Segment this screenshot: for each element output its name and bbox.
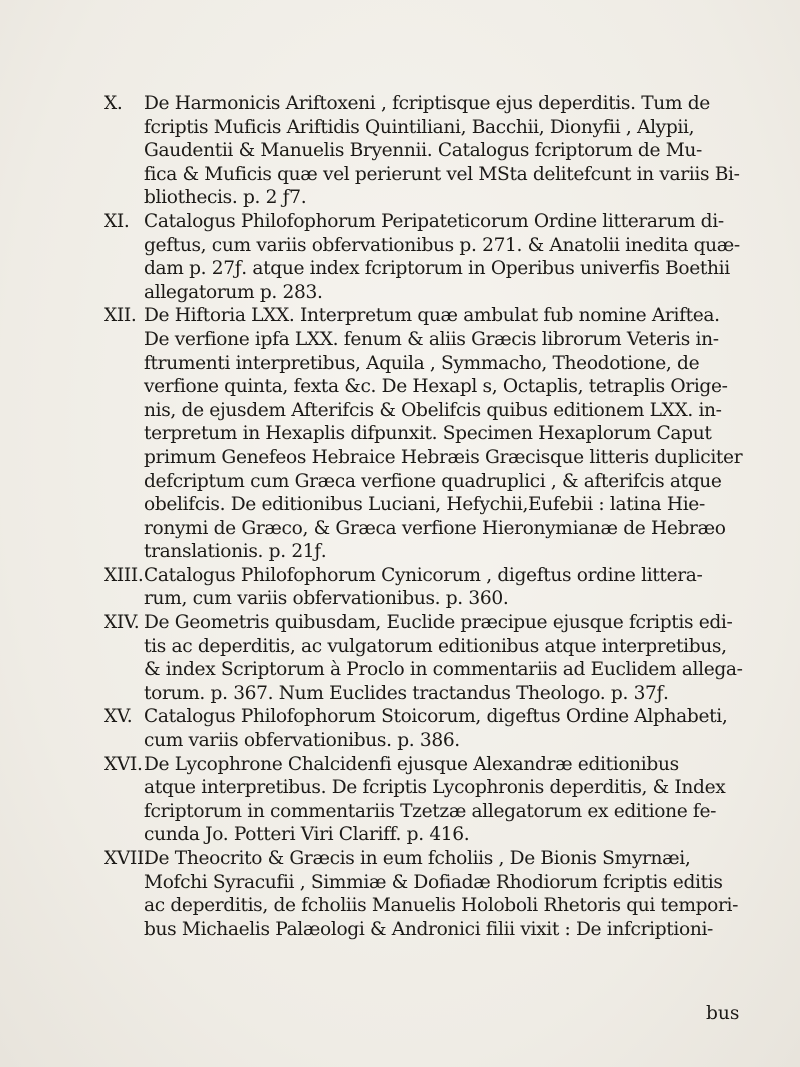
entry-text-line: defcriptum cum Græca verfione quadruplici , & afterifcis atque — [144, 470, 722, 492]
entry-text-line: rum, cum variis obfervationibus. p. 360. — [144, 588, 509, 610]
entry-number: X. — [104, 93, 123, 114]
toc-entry — [104, 304, 748, 564]
toc-entry — [104, 564, 748, 611]
entry-text-line: obelifcis. De editionibus Luciani, Hefychii,Eufebii : latina Hie- — [144, 494, 705, 516]
entry-number: XVI. — [104, 753, 143, 775]
entry-text-line: De Theocrito & Græcis in eum fcholiis , De Bionis Smyrnæi, — [144, 848, 691, 869]
entry-text-line: Catalogus Philofophorum Peripateticorum Ordine litterarum di- — [144, 210, 724, 232]
entry-text-line: verfione quinta, fexta &c. De Hexapl s, Octaplis, tetraplis Orige- — [144, 376, 728, 398]
toc-entry — [104, 210, 748, 304]
entry-number: XII. — [104, 305, 137, 327]
entry-text-line: De Lycophrone Chalcidenfi ejusque Alexandræ editionibus — [144, 753, 679, 775]
entry-number: XIV. — [104, 612, 140, 634]
entry-text-line: nis, de ejusdem Afterifcis & Obelifcis quibus editionem LXX. in- — [144, 399, 722, 421]
entry-text-line: cum variis obfervationibus. p. 386. — [144, 730, 460, 752]
entry-text-line: cunda Jo. Potteri Viri Clariff. p. 416. — [144, 824, 470, 846]
entry-text-line: fcriptorum in commentariis Tzetzæ allegatorum ex editione fe- — [144, 800, 717, 822]
entry-text-line: tis ac deperditis, ac vulgatorum editionibus atque interpretibus, — [144, 635, 727, 657]
toc-entry — [104, 611, 748, 705]
entry-text-line: terpretum in Hexaplis difpunxit. Specimen Hexaplorum Caput — [144, 423, 712, 445]
entry-text-line: torum. p. 367. Num Euclides tractandus Theologo. p. 37ƒ. — [144, 682, 669, 704]
entry-text-line: De Harmonicis Ariftoxeni , fcriptisque ejus deperditis. Tum de — [144, 93, 710, 114]
entry-text-line: bliothecis. p. 2 ƒ7. — [144, 187, 307, 209]
entry-number: XV. — [104, 706, 133, 728]
entry-text-line: Catalogus Philofophorum Stoicorum, digeftus Ordine Alphabeti, — [144, 706, 728, 728]
entry-text-line: ronymi de Græco, & Græca verfione Hieronymianæ de Hebræo — [144, 517, 726, 539]
entry-text-line: Mofchi Syracufii , Simmiæ & Dofiadæ Rhodiorum fcriptis editis — [144, 871, 723, 893]
entry-number: XVII. — [104, 848, 150, 869]
entry-text-line: fcriptis Muficis Ariftidis Quintiliani, Bacchii, Dionyfii , Alypii, — [144, 116, 695, 138]
toc-entry — [104, 705, 748, 752]
toc-entry — [104, 92, 748, 210]
entry-text-line: dam p. 27ƒ. atque index fcriptorum in Operibus univerfis Boethii — [144, 258, 730, 280]
entry-text-line: atque interpretibus. De fcriptis Lycophronis deperditis, & Index — [144, 777, 726, 799]
catchword: bus — [706, 1003, 740, 1024]
table-of-contents — [104, 92, 748, 941]
entry-text-line: allegatorum p. 283. — [144, 281, 323, 303]
entry-text-line: & index Scriptorum à Proclo in commentariis ad Euclidem allega- — [144, 659, 743, 681]
entry-text-line: ac deperditis, de fcholiis Manuelis Holoboli Rhetoris qui tempori- — [144, 895, 739, 917]
entry-text-line: Catalogus Philofophorum Cynicorum , digeftus ordine littera- — [144, 564, 703, 586]
entry-text-line: translationis. p. 21ƒ. — [144, 541, 327, 563]
entry-number: XIII. — [104, 564, 144, 586]
entry-text-line: bus Michaelis Palæologi & Andronici filii vixit : De infcriptioni- — [144, 918, 713, 940]
entry-text-line: fica & Muficis quæ vel perierunt vel MSta delitefcunt in variis Bi- — [144, 163, 740, 185]
entry-text-line: De Geometris quibusdam, Euclide præcipue ejusque fcriptis edi- — [144, 612, 733, 634]
toc-entry — [104, 753, 748, 847]
entry-text-line: Gaudentii & Manuelis Bryennii. Catalogus fcriptorum de Mu- — [144, 140, 702, 162]
entry-number: XI. — [104, 210, 130, 232]
entry-text-line: geftus, cum variis obfervationibus p. 271. & Anatolii inedita quæ- — [144, 234, 740, 256]
entry-text-line: De Hiftoria LXX. Interpretum quæ ambulat fub nomine Ariftea. — [144, 305, 720, 327]
entry-text-line: ftrumenti interpretibus, Aquila , Symmacho, Theodotione, de — [144, 352, 700, 374]
entry-text-line: De verfione ipfa LXX. fenum & aliis Græcis librorum Veteris in- — [144, 328, 719, 350]
entry-text-line: primum Genefeos Hebraice Hebræis Græcisque litteris dupliciter — [144, 446, 743, 468]
toc-entry — [104, 847, 748, 941]
